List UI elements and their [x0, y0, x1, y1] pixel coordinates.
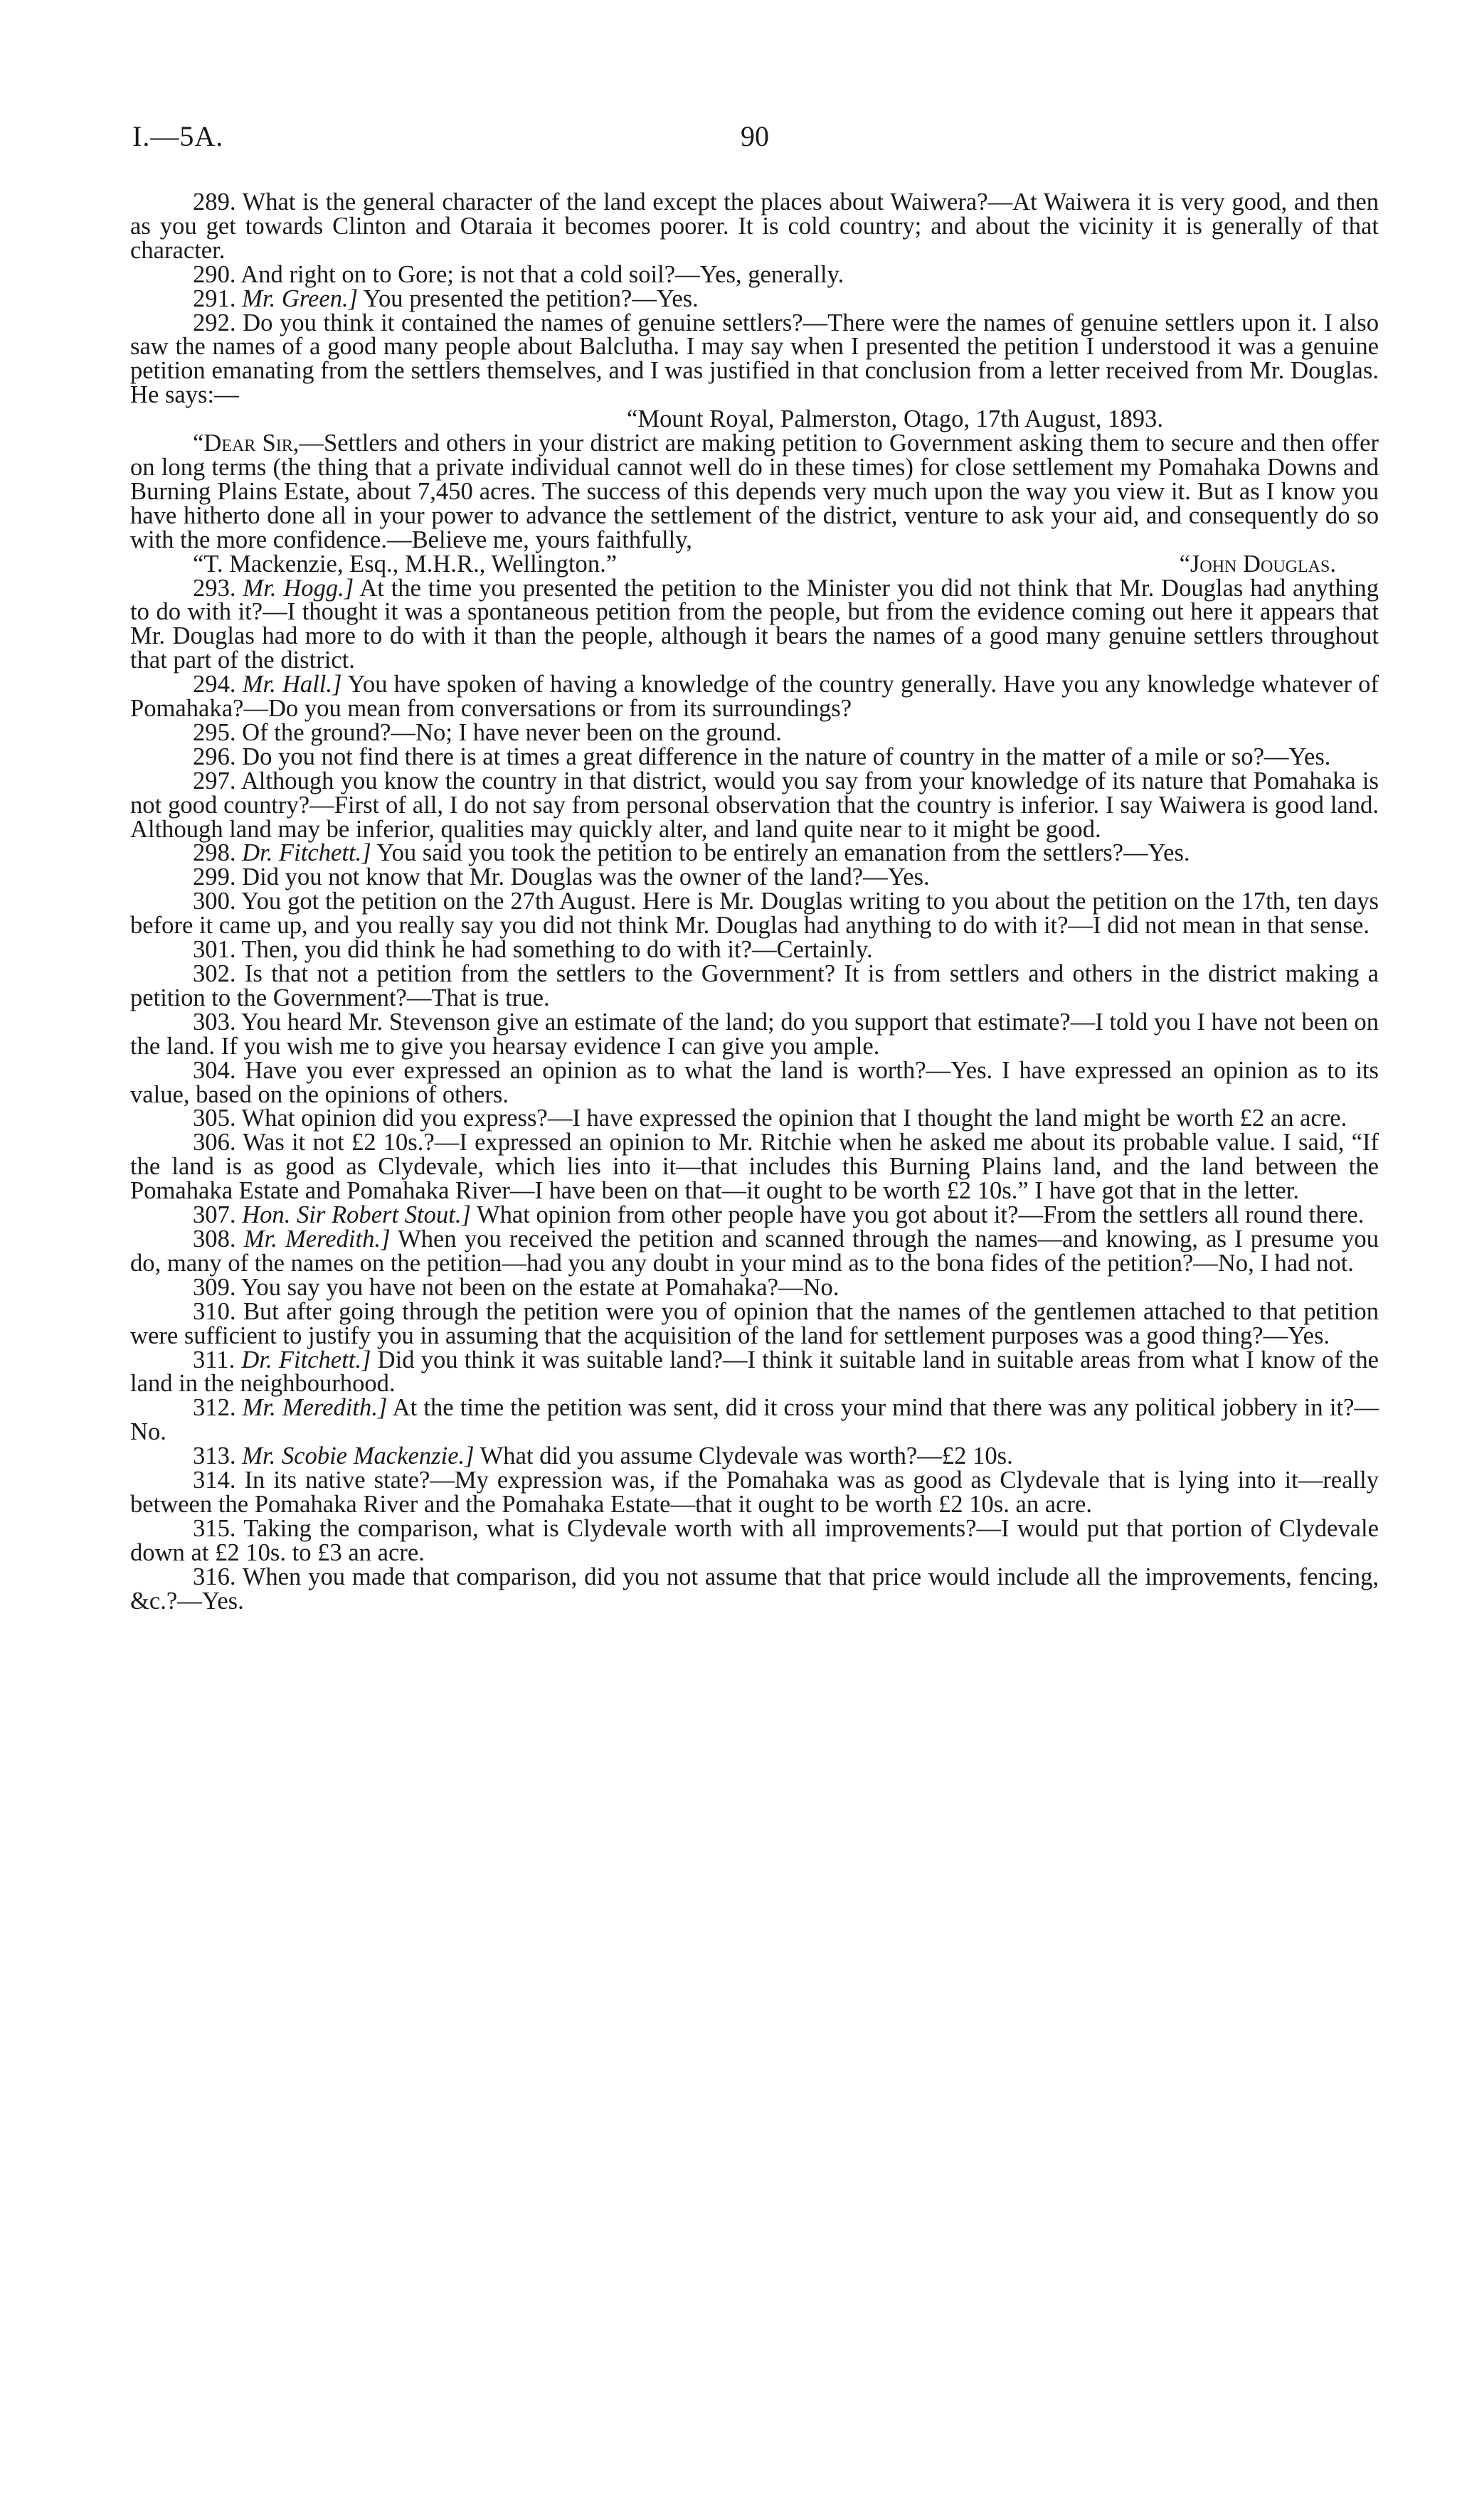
question-text: Taking the comparison, what is Clydevale worth with all improvements?—I would put that portion of Clydevale down at £2 10s. to £3 an acre. [130, 1514, 1379, 1566]
question-paragraph [130, 260, 1379, 288]
speaker-name: Mr. Meredith.] [242, 1394, 388, 1422]
question-paragraph [130, 574, 1379, 674]
question-paragraph [130, 890, 1379, 938]
question-text: Have you ever expressed an opinion as to what the land is worth?—Yes. I have expressed an opinion as to its value, based on the opinions of others. [130, 1056, 1379, 1108]
question-paragraph [130, 1442, 1379, 1470]
question-text: In its native state?—My expression was, if the Pomahaka was as good as Clydevale that is lying into it—really between the Pomahaka River and the Pomahaka Estate—that it ought to be worth £2 10s. an acre. [130, 1467, 1379, 1518]
question-paragraph [130, 745, 1379, 770]
question-number: 308. [193, 1225, 236, 1253]
question-number: 303. [193, 1008, 236, 1036]
question-paragraph [130, 1131, 1379, 1203]
question-number: 309. [193, 1273, 236, 1301]
question-paragraph [130, 1346, 1379, 1398]
letter-body [130, 432, 1379, 553]
question-paragraph [130, 718, 1379, 746]
question-text: But after going through the petition were you of opinion that the names of the gentlemen attached to that petition were sufficient to justify you in assuming that the acquisition of the land for settlement purposes was a good thing?—Yes. [130, 1297, 1379, 1349]
question-paragraph [130, 841, 1379, 866]
question-number: 313. [193, 1442, 236, 1470]
question-paragraph [130, 1396, 1379, 1445]
question-paragraph [130, 1514, 1379, 1566]
speaker-name: Mr. Scobie Mackenzie.] [242, 1442, 475, 1470]
question-paragraph [130, 1203, 1379, 1228]
question-text: Is that not a petition from the settlers to the Government? It is from settlers and others in the district making a petition to the Government?—That is true. [130, 960, 1379, 1011]
speaker-name: Mr. Hall.] [242, 671, 342, 698]
question-number: 312. [193, 1394, 236, 1422]
question-text: You heard Mr. Stevenson give an estimate of the land; do you support that estimate?—I told you I have not been on the land. If you wish me to give you hearsay evidence I can give you ample. [130, 1008, 1379, 1060]
question-number: 292. [193, 309, 236, 336]
speaker-name: Dr. Fitchett.] [241, 1346, 371, 1373]
speaker-name: Mr. Green.] [242, 285, 359, 312]
question-number: 311. [193, 1346, 235, 1373]
question-number: 302. [193, 960, 236, 987]
question-number: 295. [193, 718, 236, 746]
question-paragraph [130, 1297, 1379, 1349]
questions-block-2 [130, 574, 1379, 1615]
speaker-name: Mr. Meredith.] [243, 1225, 391, 1253]
question-number: 305. [193, 1105, 236, 1132]
question-paragraph [130, 1107, 1379, 1131]
question-number: 299. [193, 863, 236, 891]
question-number: 301. [193, 936, 236, 964]
question-text: What opinion did you express?—I have expressed the opinion that I thought the land might be worth £2 an acre. [241, 1105, 1347, 1132]
question-text: You presented the petition?—Yes. [363, 285, 699, 312]
question-number: 314. [193, 1467, 236, 1494]
question-number: 291. [193, 285, 236, 312]
question-number: 298. [193, 839, 236, 867]
speaker-name: Mr. Hogg.] [243, 574, 354, 602]
question-number: 293. [193, 574, 236, 602]
letter-text: —Settlers and others in your district are making petition to Government asking them to secure and then offer on long terms (the thing that a private individual cannot well do in these times) for close settlement my Pomahaka Downs and Burning Plains Estate, about 7,450 acres. The success of this depends very much upon the way you view it. But as I know you have hitherto done all in your power to advance the settlement of the district, venture to ask your aid, and consequently do so with the more confidence.—Believe me, yours faithfully, [130, 430, 1379, 553]
letter-heading: “Mount Royal, Palmerston, Otago, 17th August, 1893. [627, 405, 1163, 433]
question-paragraph [130, 1225, 1379, 1277]
question-paragraph [130, 938, 1379, 962]
question-number: 315. [193, 1514, 236, 1542]
question-text: At the time you presented the petition to the Minister you did not think that Mr. Douglas had anything to do with it?—I thought it was a spontaneous petition from the people, but from the evidence coming out here it appears that Mr. Douglas had more to do with it than the people, although it bears the names of a good many genuine settlers throughout that part of the district. [130, 574, 1379, 674]
question-paragraph [130, 962, 1379, 1011]
question-text: Although you know the country in that district, would you say from your knowledge of its nature that Pomahaka is not good country?—First of all, I do not say from personal observation that the country is inferior. I say Waiwera is good land. Although land may be inferior, qualities may quickly alter, and land quite near to it might be good. [130, 767, 1379, 843]
question-text: You said you took the petition to be entirely an emanation from the settlers?—Yes. [376, 839, 1190, 867]
document-body [130, 188, 1379, 1615]
question-text: Of the ground?—No; I have never been on the ground. [242, 718, 782, 746]
question-text: Was it not £2 10s.?—I expressed an opinion to Mr. Ritchie when he asked me about its probable value. I said, “If the land is as good as Clydevale, which lies into it—that includes this Burning Plains land, and the land between the Pomahaka Estate and Pomahaka River—I have been on that—it ought to be worth £2 10s.” I have got that in the letter. [130, 1129, 1379, 1205]
question-number: 304. [193, 1056, 236, 1084]
question-number: 300. [193, 888, 236, 915]
question-paragraph [130, 863, 1379, 891]
question-text: When you received the petition and scanned through the names—and knowing, as I presume you do, many of the names on the petition—had you any doubt in your mind as to the bona fides of the petition?—No, I had not. [130, 1225, 1379, 1277]
question-text: You say you have not been on the estate at Pomahaka?—No. [240, 1273, 839, 1301]
question-text: Did you not know that Mr. Douglas was the owner of the land?—Yes. [242, 863, 930, 891]
question-number: 289. [193, 188, 236, 216]
page-number: 90 [741, 120, 769, 152]
question-text: Do you think it contained the names of genuine settlers?—There were the names of genuine settlers upon it. I also saw the names of a good many people about Balclutha. I may say when I presented the petition I understood it was a genuine petition emanating from the settlers themselves, and I was justified in that conclusion from a letter received from Mr. Douglas. He says:— [130, 309, 1379, 409]
question-paragraph [130, 309, 1379, 409]
question-paragraph [130, 1469, 1379, 1517]
question-paragraph [130, 1273, 1379, 1301]
question-number: 297. [193, 767, 236, 794]
question-number: 310. [193, 1297, 236, 1325]
document-reference: I.—5A. [132, 120, 224, 152]
speaker-name: Dr. Fitchett.] [242, 839, 371, 867]
question-text: And right on to Gore; is not that a cold soil?—Yes, generally. [240, 260, 844, 288]
question-number: 290. [193, 260, 236, 288]
question-text: Do you not find there is at times a great difference in the nature of country in the matter of a mile or so?—Yes. [242, 743, 1331, 770]
question-paragraph [130, 673, 1379, 721]
question-text: At the time the petition was sent, did it cross your mind that there was any political jobbery in it?—No. [130, 1394, 1379, 1446]
questions-block-1 [130, 188, 1379, 409]
question-number: 307. [193, 1201, 236, 1229]
question-text: What opinion from other people have you got about it?—From the settlers all round there. [476, 1201, 1365, 1229]
question-text: Did you think it was suitable land?—I think it suitable land in suitable areas from what I know of the land in the neighbourhood. [130, 1346, 1379, 1398]
question-number: 294. [193, 671, 236, 698]
speaker-name: Hon. Sir Robert Stout.] [242, 1201, 471, 1229]
page-header [132, 119, 1377, 162]
question-paragraph [130, 188, 1379, 264]
question-text: Then, you did think he had something to do with it?—Certainly. [241, 936, 873, 964]
question-text: You have spoken of having a knowledge of the country generally. Have you any knowledge whatever of Pomahaka?—Do you mean from conversations or from its surroundings? [130, 671, 1379, 723]
question-text: You got the petition on the 27th August. Here is Mr. Douglas writing to you about the petition on the 17th, ten days before it came up, and you really say you did not think Mr. Douglas had anything to do with it?—I did not mean in that sense. [130, 888, 1379, 940]
question-paragraph [130, 1056, 1379, 1108]
letter-salutation: “Dear Sir, [193, 430, 300, 457]
letter-signature: “John Douglas. [1179, 550, 1336, 578]
letter-signoff [130, 550, 1379, 578]
question-paragraph [130, 287, 1379, 312]
question-text: When you made that comparison, did you not assume that that price would include all the improvements, fencing, &c.?—Yes. [130, 1563, 1379, 1615]
question-paragraph [130, 1565, 1379, 1614]
letter-addressee: “T. Mackenzie, Esq., M.H.R., Wellington.” [193, 550, 618, 578]
question-number: 296. [193, 743, 236, 770]
question-text: What is the general character of the land except the places about Waiwera?—At Waiwera it is very good, and then as you get towards Clinton and Otaraia it becomes poorer. It is cold country; and about the vicinity it is generally of that character. [130, 188, 1379, 264]
question-number: 306. [193, 1129, 236, 1157]
question-paragraph [130, 767, 1379, 843]
question-paragraph [130, 1008, 1379, 1060]
question-number: 316. [193, 1563, 236, 1590]
question-text: What did you assume Clydevale was worth?—£2 10s. [480, 1442, 1013, 1470]
